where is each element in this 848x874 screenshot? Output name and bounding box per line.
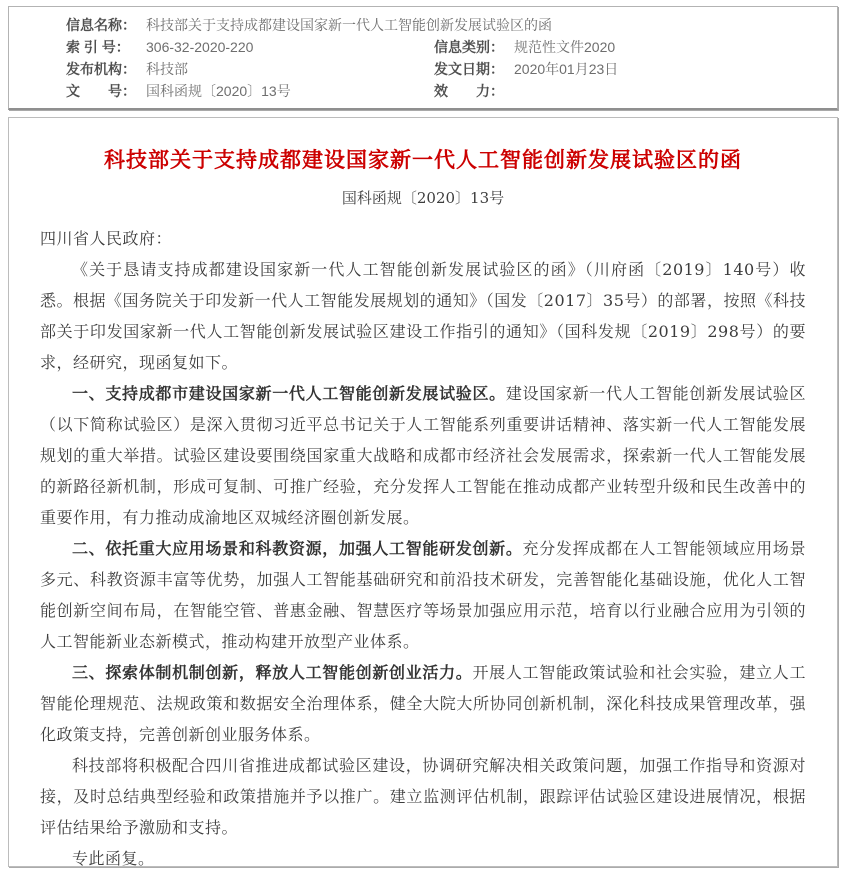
effectiveness-label: 效 力：	[434, 83, 504, 99]
issue-date-value: 2020年01月23日	[514, 61, 619, 77]
paragraph: 一、支持成都市建设国家新一代人工智能创新发展试验区。建设国家新一代人工智能创新发展试验区（以下简称试验区）是深入贯彻习近平总书记关于人工智能系列重要讲话精神、落实新一代人工智能发展规划的重大举措。试验区建设要围绕国家重大战略和成都市经济社会发展需求，探索新一代人工智能发展的新路径新机制，形成可复制、可推广经验，充分发挥人工智能在推动成都产业转型升级和民生改善中的重要作用，有力推动成渝地区双城经济圈创新发展。	[40, 384, 806, 527]
paragraph-lead: 一、支持成都市建设国家新一代人工智能创新发展试验区。	[72, 384, 506, 403]
issue-date-label: 发文日期：	[434, 61, 504, 77]
paragraph: 专此函复。	[72, 849, 155, 868]
info-row-agency	[9, 58, 837, 80]
document-body	[40, 254, 806, 874]
info-row-name	[9, 14, 837, 36]
paragraph: 科技部将积极配合四川省推进成都试验区建设，协调研究解决相关政策问题，加强工作指导和资源对接，及时总结典型经验和政策措施并予以推广。建立监测评估机制，跟踪评估试验区建设进展情况，根据评估结果给予激励和支持。	[40, 756, 806, 837]
info-row-index	[9, 36, 837, 58]
info-name-value: 科技部关于支持成都建设国家新一代人工智能创新发展试验区的函	[146, 17, 552, 33]
paragraph: 《关于恳请支持成都建设国家新一代人工智能创新发展试验区的函》（川府函〔2019〕140号）收悉。根据《国务院关于印发新一代人工智能发展规划的通知》（国发〔2017〕35号）的部署，按照《科技部关于印发国家新一代人工智能创新发展试验区建设工作指引的通知》（国科发规〔2019〕298号）的要求，经研究，现函复如下。	[40, 260, 806, 372]
info-category-label: 信息类别：	[434, 39, 504, 55]
document-number-value: 国科函规〔2020〕13号	[146, 83, 291, 99]
document-page	[8, 117, 838, 867]
info-name-label: 信息名称：	[66, 17, 136, 33]
document-number-label: 文 号：	[66, 83, 136, 99]
index-number-value: 306-32-2020-220	[146, 39, 254, 55]
paragraph: 二、依托重大应用场景和科教资源，加强人工智能研发创新。充分发挥成都在人工智能领域应用场景多元、科教资源丰富等优势，加强人工智能基础研究和前沿技术研发，完善智能化基础设施，优化人工智能创新空间布局，在智能空管、普惠金融、智慧医疗等场景加强应用示范，培育以行业融合应用为引领的人工智能新业态新模式，推动构建开放型产业体系。	[40, 539, 806, 651]
paragraph-lead: 三、探索体制机制创新，释放人工智能创新创业活力。	[72, 663, 473, 682]
salutation: 四川省人民政府：	[40, 229, 173, 248]
issuing-agency-label: 发布机构：	[66, 61, 136, 77]
paragraph-lead: 二、依托重大应用场景和科教资源，加强人工智能研发创新。	[72, 539, 523, 558]
document-number: 国科函规〔2020〕13号	[341, 189, 505, 207]
info-category-value: 规范性文件2020	[514, 39, 616, 55]
info-row-docnum	[9, 80, 837, 102]
index-number-label: 索 引 号：	[66, 39, 130, 55]
document-info-panel	[8, 6, 838, 110]
paragraph: 三、探索体制机制创新，释放人工智能创新创业活力。开展人工智能政策试验和社会实验，建立人工智能伦理规范、法规政策和数据安全治理体系，健全大院大所协同创新机制，深化科技成果管理改革，强化政策支持，完善创新创业服务体系。	[40, 663, 806, 744]
issuing-agency-value: 科技部	[146, 61, 188, 77]
document-title: 科技部关于支持成都建设国家新一代人工智能创新发展试验区的函	[104, 149, 742, 172]
